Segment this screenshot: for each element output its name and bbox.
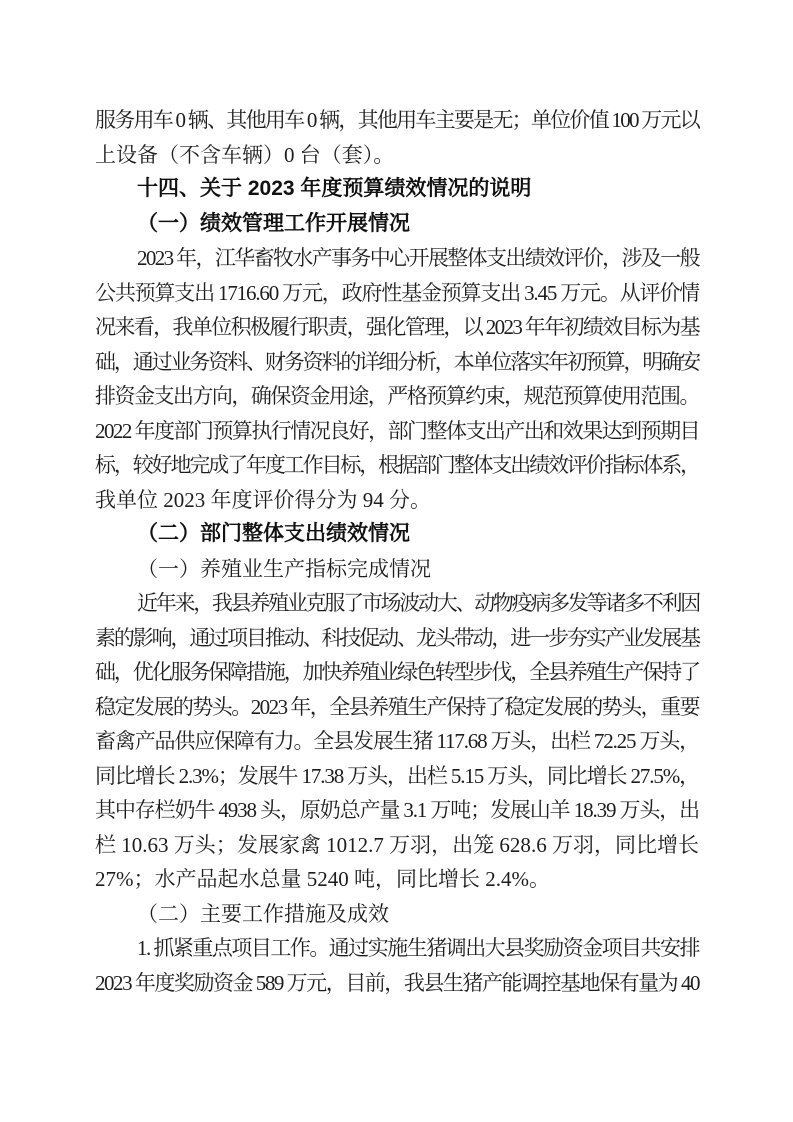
text-line-content: 我单位 2023 年度评价得分为 94 分。 — [95, 487, 431, 512]
sub-heading — [95, 552, 699, 587]
text-line — [95, 931, 699, 966]
text-line-content: 近年来，我县养殖业克服了市场波动大、动物疫病多发等诸多不利因 — [137, 591, 699, 615]
text-line-content: 栏 10.63 万头；发展家禽 1012.7 万羽，出笼 628.6 万羽，同比增长 — [95, 832, 699, 857]
text-line-content: 2023 年，江华畜牧水产事务中心开展整体支出绩效评价，涉及一般 — [137, 246, 699, 270]
section-heading — [95, 207, 699, 242]
text-line-content: 27%；水产品起水总量 5240 吨，同比增长 2.4%。 — [95, 867, 550, 891]
text-line — [95, 483, 699, 518]
text-line — [95, 310, 699, 345]
text-line — [95, 448, 699, 483]
sub-heading — [95, 897, 699, 932]
text-line-content: 素的影响，通过项目推动、科技促动、龙头带动，进一步夯实产业发展基 — [95, 625, 699, 650]
section-heading — [95, 172, 699, 207]
text-line — [95, 724, 699, 759]
text-line-content: 况来看，我单位积极履行职责，强化管理，以 2023 年年初绩效目标为基 — [95, 315, 699, 339]
text-line — [95, 345, 699, 380]
text-line — [95, 828, 699, 863]
text-line — [95, 655, 699, 690]
text-line — [95, 103, 699, 138]
text-line-content: （一）绩效管理工作开展情况 — [137, 211, 410, 235]
text-line-content: 1. 抓紧重点项目工作。通过实施生猪调出大县奖励资金项目共安排 — [137, 936, 699, 960]
text-line-content: 十四、关于 2023 年度预算绩效情况的说明 — [137, 177, 532, 200]
text-line-content: 服务用车 0 辆、其他用车 0 辆，其他用车主要是无；单位价值 100 万元以 — [95, 108, 699, 132]
text-line — [95, 138, 699, 173]
section-heading — [95, 517, 699, 552]
text-line — [95, 966, 699, 1001]
text-line-content: 上设备（不含车辆）0 台（套）。 — [95, 142, 395, 167]
text-line-content: 同比增长 2.3%；发展牛 17.38 万头，出栏 5.15 万头，同比增长 27.5%， — [95, 763, 700, 788]
text-line — [95, 793, 699, 828]
text-line — [95, 690, 699, 725]
text-line — [95, 276, 699, 311]
text-line — [95, 379, 699, 414]
text-line — [95, 759, 699, 794]
text-line-content: 畜禽产品供应保障有力。全县发展生猪 117.68 万头，出栏 72.25 万头， — [95, 729, 700, 753]
text-line — [95, 586, 699, 621]
text-line — [95, 241, 699, 276]
text-line — [95, 862, 699, 897]
text-line-content: 公共预算支出 1716.60 万元，政府性基金预算支出 3.45 万元。从评价情 — [95, 280, 699, 305]
text-line — [95, 621, 699, 656]
text-line-content: 稳定发展的势头。2023 年，全县养殖生产保持了稳定发展的势头，重要 — [95, 694, 699, 719]
text-line-content: （一）养殖业生产指标完成情况 — [137, 556, 431, 581]
text-line-content: （二）主要工作措施及成效 — [137, 901, 389, 926]
text-line-content: 础，优化服务保障措施，加快养殖业绿色转型步伐，全县养殖生产保持了 — [95, 660, 699, 684]
text-line — [95, 414, 699, 449]
text-line-content: 标，较好地完成了年度工作目标，根据部门整体支出绩效评价指标体系， — [95, 453, 699, 477]
text-line-content: 其中存栏奶牛 4938 头，原奶总产量 3.1 万吨；发展山羊 18.39 万头，出 — [95, 798, 699, 822]
text-line-content: 础，通过业务资料、财务资料的详细分析，本单位落实年初预算，明确安 — [95, 349, 699, 374]
text-line-content: 2022 年度部门预算执行情况良好，部门整体支出产出和效果达到预期目 — [95, 418, 699, 443]
text-line-content: 2023 年度奖励资金 589 万元，目前，我县生猪产能调控基地保有量为 40 — [95, 970, 699, 995]
document-text-block — [95, 103, 699, 1000]
text-line-content: （二）部门整体支出绩效情况 — [137, 522, 410, 545]
text-line-content: 排资金支出方向，确保资金用途，严格预算约束，规范预算使用范围。 — [95, 384, 699, 408]
